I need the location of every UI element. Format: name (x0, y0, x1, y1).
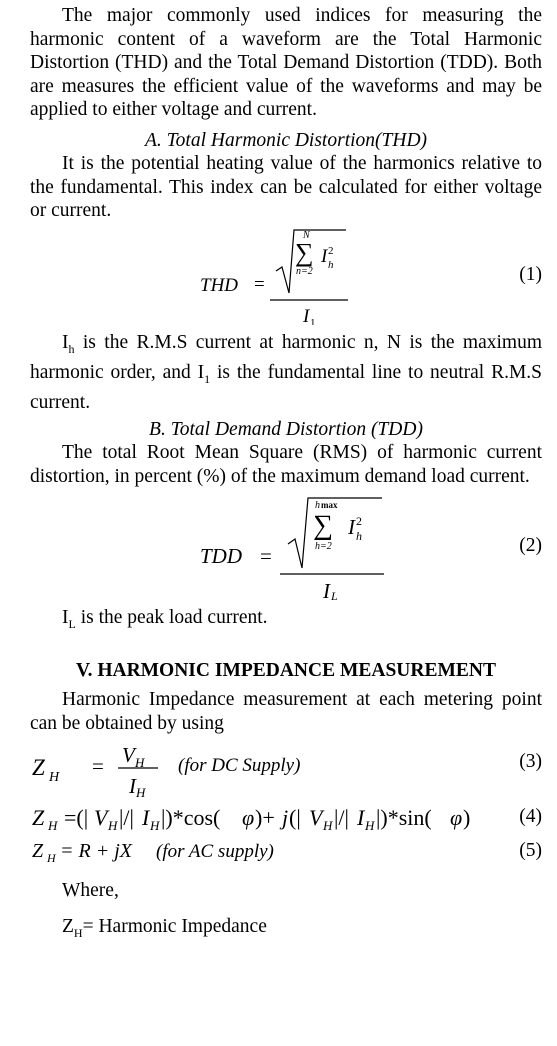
equation-3 (30, 741, 542, 799)
equation-1-number: (1) (519, 263, 542, 285)
svg-text:H: H (49, 770, 60, 786)
svg-text:H: H (323, 818, 333, 834)
svg-text:1: 1 (310, 316, 316, 325)
zh-def-text: = Harmonic Impedance (82, 915, 267, 937)
section-a-after-paragraph (30, 331, 542, 415)
i1-subscript: 1 (204, 371, 211, 386)
svg-text:N: N (303, 229, 310, 241)
eq5-note: (for AC supply) (156, 841, 274, 863)
svg-text:H: H (150, 818, 160, 834)
il-subscript: L (68, 617, 76, 632)
svg-text:n=2: n=2 (296, 265, 313, 277)
svg-text:2: 2 (356, 514, 362, 529)
svg-text:|)*cos(: |)*cos( (161, 805, 221, 831)
ih-subscript: h (68, 341, 75, 356)
equation-3-formula (30, 741, 542, 799)
svg-text:|/|: |/| (334, 805, 349, 831)
intro-paragraph: The major commonly used indices for measuring the harmonic content of a waveform are the Total Harmonic Distortion (THD) and the Total Demand Distortion (TDD). Both are measures the efficient value of the waveforms and may be applied to either voltage and current. (30, 5, 542, 120)
svg-text:H: H (135, 755, 145, 771)
svg-text:|/|: |/| (119, 805, 134, 831)
svg-text:φ: φ (450, 805, 463, 831)
equation-5 (30, 837, 542, 867)
after-text-a: is the R.M.S current at harmonic n, N is the maximum harmonic order, and I (30, 331, 543, 383)
svg-text:|)*sin(: |)*sin( (376, 805, 432, 831)
svg-text:h=2: h=2 (315, 541, 332, 553)
eq3-note: (for DC Supply) (178, 755, 301, 777)
svg-text:V: V (122, 743, 135, 768)
eq1-lhs: THD (200, 274, 239, 296)
svg-text:I: I (357, 805, 365, 831)
svg-text:h: h (356, 529, 362, 544)
eq2-lhs: TDD (200, 544, 243, 569)
svg-text:H: H (136, 785, 146, 800)
section-b-paragraph: The total Root Mean Square (RMS) of harmonic current distortion, in percent (%) of the maximum demand load current. (30, 442, 542, 487)
svg-text:H: H (365, 818, 375, 834)
svg-text:I: I (323, 579, 330, 601)
svg-text:L: L (331, 589, 338, 601)
ih-symbol: I (62, 331, 69, 353)
equation-4-formula (30, 799, 542, 837)
svg-text:H: H (48, 818, 58, 834)
svg-text:H: H (47, 851, 56, 866)
svg-text:V: V (94, 805, 108, 831)
equation-1 (30, 227, 542, 325)
svg-text:=: = (260, 544, 272, 569)
svg-text:I: I (348, 515, 355, 540)
equation-5-formula (30, 837, 542, 867)
after-text-b: is the peak load current. (80, 607, 268, 629)
section-v-heading: V. HARMONIC IMPEDANCE MEASUREMENT (76, 659, 496, 681)
equation-4 (30, 799, 542, 837)
equation-3-number: (3) (519, 751, 542, 773)
svg-text:=: = (92, 754, 104, 779)
section-v-paragraph: Harmonic Impedance measurement at each metering point can be obtained by using (30, 689, 542, 734)
svg-text:h: h (315, 500, 320, 512)
section-a-paragraph: It is the potential heating value of the harmonics relative to the fundamental. This index can be calculated for either voltage or current. (30, 153, 542, 221)
il-symbol: I (62, 607, 69, 629)
zh-definition: $Z_H=$ Harmonic Impedance (62, 915, 267, 940)
svg-text:=(|: =(| (64, 805, 89, 831)
svg-text:∑: ∑ (295, 237, 314, 267)
svg-text:φ: φ (242, 805, 255, 831)
svg-text:I: I (142, 805, 150, 831)
svg-text:Z: Z (32, 755, 45, 781)
equation-2-number: (2) (519, 535, 542, 557)
section-b-after-paragraph (30, 606, 542, 636)
svg-text:)+: )+ (255, 805, 275, 831)
section-a-heading: A. Total Harmonic Distortion(THD) (144, 129, 428, 151)
svg-text:): ) (463, 805, 471, 831)
equation-2 (30, 494, 542, 600)
svg-text:=: = (254, 273, 265, 295)
svg-text:I: I (303, 305, 310, 325)
svg-text:Z: Z (32, 805, 45, 831)
equation-5-number: (5) (519, 840, 542, 862)
svg-text:h: h (328, 258, 334, 271)
equation-1-formula (30, 227, 542, 325)
equation-4-number: (4) (519, 806, 542, 828)
svg-text:max: max (321, 500, 338, 511)
where-label: Where, (62, 880, 119, 902)
svg-text:I: I (321, 245, 328, 267)
svg-text:(|: (| (289, 805, 301, 831)
svg-text:j: j (282, 805, 289, 831)
svg-text:Z: Z (32, 840, 44, 863)
section-b-heading: B. Total Demand Distortion (TDD) (149, 418, 423, 440)
after-text-a-tail: is the fundamental line to neutral R.M.S current. (30, 361, 543, 414)
svg-text:H: H (108, 818, 118, 834)
svg-text:I: I (129, 774, 136, 799)
eq5-rhs: = R + jX (60, 840, 132, 863)
svg-text:∑: ∑ (313, 510, 333, 542)
svg-text:2: 2 (328, 244, 334, 257)
svg-text:V: V (309, 805, 323, 831)
equation-2-formula (30, 494, 542, 600)
